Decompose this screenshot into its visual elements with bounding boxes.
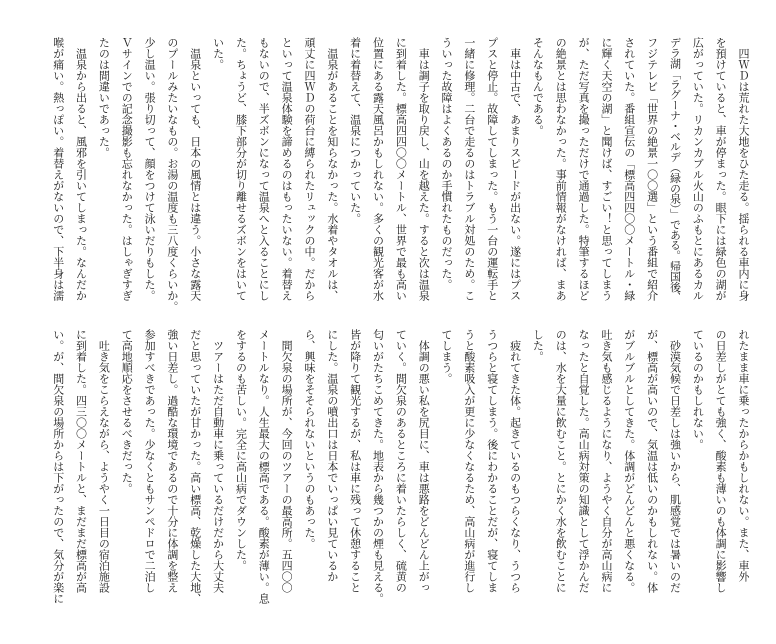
text-line: 間欠泉の場所が、今回のツアーの最高所。五四〇〇 bbox=[280, 340, 294, 593]
text-line: た。ちょうど、膝下部分が切り離せるズボンをはいて bbox=[234, 37, 248, 301]
text-line: ているのかもしれない。 bbox=[691, 329, 705, 450]
text-line: ういった故障はよくあるのか手慣れたものだった。 bbox=[440, 37, 454, 290]
text-line: 車は調子を取り戻し、山を越えた。すると次は温泉 bbox=[417, 48, 431, 301]
text-line: デラ湖「ラグーナ・ベルデ（緑の泉）」である。帰国後、 bbox=[668, 37, 682, 302]
text-line: をするのも苦しい。完全に高山病でダウンした。 bbox=[234, 329, 248, 571]
text-line: いた。 bbox=[211, 37, 225, 70]
text-line: 頑丈に四ＷＤの荷台に縛られたリュックの中。だから bbox=[302, 37, 316, 301]
text-line: プスと停止。故障してしまった。もう一台の運転手と bbox=[485, 37, 499, 301]
text-line: の絶景とは思わなかった。事前情報がなければ、まあ bbox=[554, 37, 568, 301]
text-line: が、ただ写真を撮っただけで通過した。特筆するほど bbox=[577, 37, 591, 301]
text-line: のは、水を大量に飲むこと。とにかく水を飲むことに bbox=[554, 329, 568, 593]
text-line: い。が、間欠泉の場所からは下がったので、気分が楽に bbox=[51, 329, 65, 604]
text-line: されていた。番組宣伝の「標高四四〇〇メートル・緑 bbox=[622, 37, 636, 301]
text-line: 温泉といっても、日本の風情とは違う。小さな露天 bbox=[188, 48, 202, 301]
text-line: にした。温泉の噴出口は日本でいっぱい見ているか bbox=[325, 329, 339, 582]
text-line: 匂いがたちこめてきた。地表から幾つかの煙も見える。 bbox=[371, 329, 385, 604]
text-line: がブルブルとしてきた。体調がどんどんと悪くなる。 bbox=[622, 329, 636, 593]
text-line: 皆が降りて観光するが、私は車に残って休憩すること bbox=[348, 329, 362, 593]
text-line: 喉が痛い。熱っぽい。着替えがないので、下半身は濡 bbox=[51, 37, 65, 301]
text-line: て高地順応をさせるべきだった。 bbox=[120, 329, 134, 494]
text-line: のプールみたいなもの。お湯の温度も三八度くらいか。 bbox=[165, 37, 179, 312]
text-line: 体調の悪い私を尻目に、車は悪路をどんどん上がっ bbox=[417, 340, 431, 593]
text-line: うつらと寝てしまう。後にわかることだが、寝てしま bbox=[485, 329, 499, 593]
text-line: ツアーはただ自動車に乗っているだけだから大丈夫 bbox=[211, 340, 225, 593]
text-line: なったと自覚した。高山病対策の知識として浮かんだ bbox=[577, 329, 591, 593]
text-line: 車は中古で、あまりスピードが出ない。遂にはプス bbox=[508, 48, 522, 301]
text-line: 温泉があることを知らなかった。水着やタオルは、 bbox=[325, 48, 339, 301]
text-line: 強い日差し。過酷な環境であるので十分に体調を整え bbox=[165, 329, 179, 593]
text-line: フジテレビ「世界の絶景一〇〇選」という番組で紹介 bbox=[645, 37, 659, 301]
text-line: を預けていると、車が停まった。眼下には緑色の湖が bbox=[714, 37, 728, 301]
text-line: れたまま車に乗ったからかもしれない。また、車外 bbox=[737, 329, 750, 582]
text-line: に到着した。四三〇〇メートルと、まだまだ標高が高 bbox=[74, 329, 88, 593]
text-line: 吐き気も感じるようになり、ようやく自分が高山病に bbox=[599, 329, 613, 593]
text-line: 温泉から出ると、風邪を引いてしまった。なんだか bbox=[74, 48, 88, 301]
text-line: そんなもんである。 bbox=[531, 37, 545, 136]
text-line: 疲れてきた体。起きているのもつらくなり、うつら bbox=[508, 340, 522, 593]
text-line: 一緒に修理。二台で走るのはトラブル対処のため。こ bbox=[462, 37, 476, 301]
text-line: 位置にある露天風呂かもしれない。多くの観光客が水 bbox=[371, 37, 385, 301]
text-line: てしまう。 bbox=[440, 329, 454, 384]
upper-text-tier bbox=[42, 37, 754, 313]
text-line: の日差しがとても強く、酸素も薄いのも体調に影響し bbox=[714, 329, 728, 593]
text-line: が、標高が高いので、気温は低いのかもしれない。体 bbox=[645, 329, 659, 593]
text-line: 広がっていた。リカンカブル火山のふもとにあるカル bbox=[691, 37, 705, 301]
text-line: に到着した。標高四四〇〇メートル、世界で最も高い bbox=[394, 37, 408, 301]
lower-text-tier bbox=[42, 329, 754, 605]
text-line: 吐き気をこらえながら、ようやく一日目の宿泊施設 bbox=[97, 340, 111, 593]
text-line: 参加すべきであった。少なくともサンペドロで二泊し bbox=[143, 329, 157, 593]
text-line: 着に着替えて、温泉につかっていた。 bbox=[348, 37, 362, 224]
text-line: うと酸素吸入が更に少なくなるため、高山病が進行し bbox=[462, 329, 476, 593]
text-line: 砂漠気候で日差しは強いから、肌感覚では暑いのだ bbox=[668, 340, 682, 593]
text-line: 四ＷＤは荒れた大地をひた走る。揺られる車内に身 bbox=[737, 48, 750, 301]
text-line: Ｖサインでの記念撮影も忘れなかった。はしゃぎすぎ bbox=[120, 37, 134, 301]
text-line: といって温泉体験を諦めるのはもったいない。着替え bbox=[280, 37, 294, 301]
text-line: した。 bbox=[531, 329, 545, 362]
text-line: ら、興味をそそられないというのもあった。 bbox=[302, 329, 316, 549]
text-line: たのは間違いであった。 bbox=[97, 37, 111, 158]
text-line: もないので、半ズボンになって温泉へと入ることにし bbox=[257, 37, 271, 301]
text-line: に輝く天空の湖」と聞けば、すごい！と思ってしまう bbox=[599, 37, 613, 301]
text-line: ていく。間欠泉のあるところに着いたらしく、硫黄の bbox=[394, 329, 408, 593]
text-line: メートルなり。人生最大の標高である。酸素が薄い。息 bbox=[257, 329, 271, 604]
text-line: だと思っていたが甘かった。高い標高、乾燥した大地、 bbox=[188, 329, 202, 604]
text-line: 少し温い。張り切って、顔をつけて泳いだりもした。 bbox=[143, 37, 157, 301]
